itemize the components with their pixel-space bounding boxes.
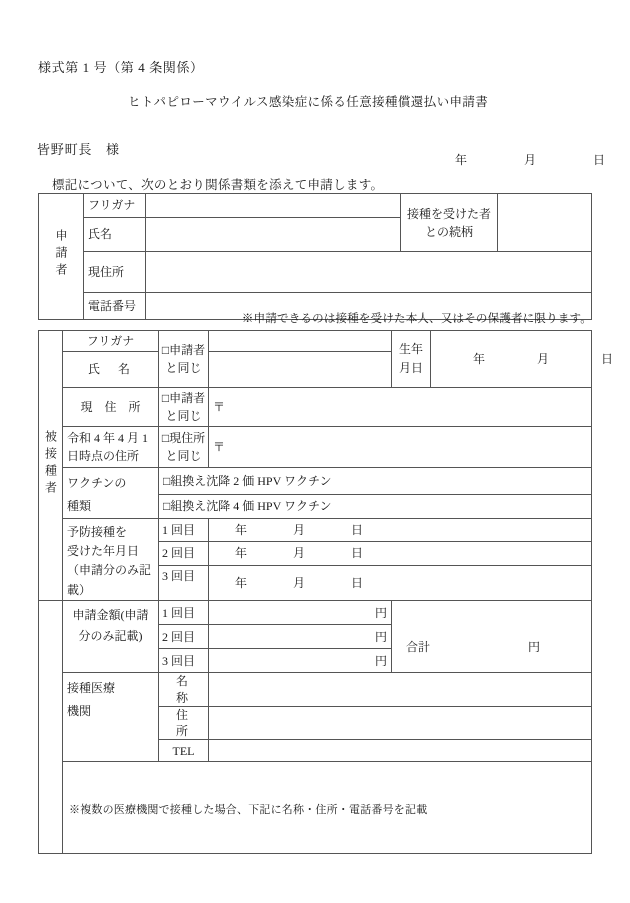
- dose-3-date-fields: [213, 575, 587, 591]
- applicant-name-label: 氏名: [84, 218, 146, 252]
- recipient-furigana-value[interactable]: [209, 331, 392, 352]
- amount-dose-3-label: 3 回目: [159, 649, 209, 673]
- submission-date-line: [455, 151, 605, 168]
- recipient-section-label-lower: [39, 601, 63, 854]
- relation-label-line1: 接種を受けた者: [406, 206, 491, 221]
- recipient-section-label: [39, 331, 63, 601]
- reference-date-address-label: [63, 427, 159, 468]
- form-number: 様式第 1 号（第 4 条関係）: [38, 60, 204, 75]
- applicant-section-label-text: 申請者: [54, 228, 68, 280]
- table-row: [39, 427, 592, 468]
- same-as-address-line1: □現住所: [161, 431, 206, 445]
- total-yen-unit: 円: [528, 640, 541, 655]
- dose-1-day: 日: [351, 522, 364, 537]
- total-row: [396, 639, 587, 655]
- birthdate-label-line1: 生年: [398, 341, 423, 356]
- dose-1-year: 年: [235, 522, 248, 537]
- vaccination-date-label-line2: 受けた年月日: [67, 544, 140, 559]
- amount-label-line1: 申請金額(申請: [72, 608, 149, 623]
- amount-dose-2-value[interactable]: [209, 625, 392, 649]
- birthdate-day: 日: [601, 351, 614, 366]
- ref-date-label-line2: 日時点の住所: [67, 449, 140, 463]
- amount-dose-1-value[interactable]: [209, 601, 392, 625]
- vaccine-type-label: [63, 468, 159, 519]
- reference-address-value[interactable]: [209, 427, 592, 468]
- institution-name-value[interactable]: [209, 673, 592, 706]
- amount-dose-2-label: 2 回目: [159, 625, 209, 649]
- applicant-table: [38, 193, 592, 320]
- institution-label: [63, 673, 159, 762]
- vaccine-option-quadrivalent-checkbox[interactable]: □組換え沈降 4 価 HPV ワクチン: [159, 494, 592, 518]
- vaccination-dose-3-label: 3 回目: [159, 565, 209, 600]
- table-row: [39, 194, 592, 218]
- applicant-eligibility-note: ※申請できるのは接種を受けた本人、又はその保護者に限ります。: [241, 313, 592, 325]
- vaccination-dose-1-date[interactable]: [209, 518, 592, 542]
- institution-label-line1: 接種医療: [67, 681, 116, 696]
- multi-institution-note: ※複数の医療機関で接種した場合、下記に名称・住所・電話番号を記載: [69, 804, 428, 817]
- intro-text: 標記について、次のとおり関係書類を添えて申請します。: [52, 178, 384, 192]
- recipient-same-as-applicant-checkbox[interactable]: [159, 331, 209, 388]
- total-amount-cell[interactable]: [392, 601, 592, 673]
- same-as-address-line2: と同じ: [165, 449, 202, 463]
- institution-tel-value[interactable]: [209, 740, 592, 762]
- recipient-name-label: 氏 名: [63, 352, 159, 388]
- dose-3-month: 月: [293, 576, 306, 591]
- amount-dose-1-label: 1 回目: [159, 601, 209, 625]
- amount-dose-2-yen: 円: [374, 629, 387, 644]
- table-row: [39, 673, 592, 706]
- dose-1-month: 月: [293, 522, 306, 537]
- applicant-address-label: 現住所: [84, 252, 146, 293]
- relation-label-line2: との続柄: [424, 224, 473, 239]
- birthdate-year: 年: [473, 351, 486, 366]
- institution-label-line2: 機関: [67, 704, 92, 719]
- birthdate-label-line2: 月日: [398, 361, 423, 375]
- submission-date-day: 日: [592, 153, 605, 167]
- recipient-table: [38, 330, 614, 854]
- birthdate-fields: [435, 351, 614, 367]
- table-row: [39, 518, 592, 542]
- relation-to-recipient-label: [401, 194, 498, 252]
- recipient-name-value[interactable]: [209, 352, 392, 388]
- vaccination-dose-1-label: 1 回目: [159, 518, 209, 542]
- dose-2-date-fields: [213, 545, 587, 561]
- vaccine-type-label-line1: ワクチンの: [67, 476, 127, 490]
- total-label: 合計: [406, 640, 431, 655]
- applicant-section-label: [39, 194, 84, 320]
- institution-address-value[interactable]: [209, 706, 592, 739]
- institution-tel-label: TEL: [159, 740, 209, 762]
- same-as-applicant-line1: □申請者: [161, 343, 206, 357]
- applicant-phone-label: 電話番号: [84, 293, 146, 320]
- vaccination-dose-2-date[interactable]: [209, 542, 592, 566]
- vaccination-dose-2-label: 2 回目: [159, 542, 209, 566]
- table-row: [39, 252, 592, 293]
- recipient-section-label-text: 被接種者: [43, 429, 58, 498]
- institution-name-label: 名 称: [159, 673, 209, 706]
- recipient-birthdate-label: [392, 331, 431, 388]
- vaccine-option-bivalent-checkbox[interactable]: □組換え沈降 2 価 HPV ワクチン: [159, 468, 592, 495]
- table-row: [39, 601, 592, 625]
- postal-mark-icon: 〒: [213, 439, 226, 454]
- submission-date-month: 月: [523, 153, 536, 167]
- dose-2-day: 日: [351, 546, 364, 561]
- recipient-address-label: 現 住 所: [63, 388, 159, 427]
- recipient-birthdate-value[interactable]: [431, 331, 614, 388]
- addressee: 皆野町長 様: [37, 142, 120, 157]
- reference-address-same-checkbox[interactable]: [159, 427, 209, 468]
- applicant-furigana-label: フリガナ: [84, 194, 146, 218]
- table-row: [39, 468, 592, 495]
- dose-3-year: 年: [235, 576, 248, 591]
- applicant-name-value[interactable]: [146, 218, 401, 252]
- multi-institution-free-area[interactable]: [63, 762, 592, 854]
- dose-1-date-fields: [213, 522, 587, 538]
- submission-date-year: 年: [455, 153, 468, 167]
- relation-to-recipient-value[interactable]: [498, 194, 592, 252]
- dose-3-day: 日: [351, 576, 364, 591]
- applicant-furigana-value[interactable]: [146, 194, 401, 218]
- table-row: [39, 762, 592, 854]
- table-row: [39, 331, 592, 352]
- vaccination-date-label-line3: （申請分のみ記: [67, 563, 152, 578]
- same-as-applicant-line2: と同じ: [165, 361, 202, 375]
- ref-date-label-line1: 令和 4 年 4 月 1: [67, 431, 149, 445]
- institution-address-label: 住 所: [159, 706, 209, 739]
- amount-dose-3-value[interactable]: [209, 649, 392, 673]
- postal-mark-icon: 〒: [213, 399, 226, 414]
- vaccination-dose-3-date[interactable]: [209, 565, 592, 600]
- amount-dose-3-yen: 円: [374, 653, 387, 668]
- amount-label-line2: 分のみ記載): [78, 628, 143, 643]
- vaccination-date-label: [63, 518, 159, 601]
- dose-2-month: 月: [293, 546, 306, 561]
- table-row: [39, 388, 592, 427]
- vaccine-type-label-line2: 種類: [67, 498, 92, 513]
- birthdate-month: 月: [537, 351, 550, 366]
- claim-amount-label: [63, 601, 159, 673]
- dose-2-year: 年: [235, 546, 248, 561]
- same-as-applicant-addr-line1: □申請者: [161, 391, 206, 405]
- vaccination-date-label-line4: 載）: [67, 582, 92, 597]
- vaccination-date-label-line1: 予防接種を: [67, 524, 128, 539]
- recipient-furigana-label: フリガナ: [63, 331, 159, 352]
- document-title: ヒトパピローマウイルス感染症に係る任意接種償還払い申請書: [128, 95, 489, 109]
- recipient-address-same-checkbox[interactable]: [159, 388, 209, 427]
- recipient-address-value[interactable]: [209, 388, 592, 427]
- amount-dose-1-yen: 円: [374, 605, 387, 620]
- applicant-address-value[interactable]: [146, 252, 592, 293]
- same-as-applicant-addr-line2: と同じ: [165, 409, 202, 423]
